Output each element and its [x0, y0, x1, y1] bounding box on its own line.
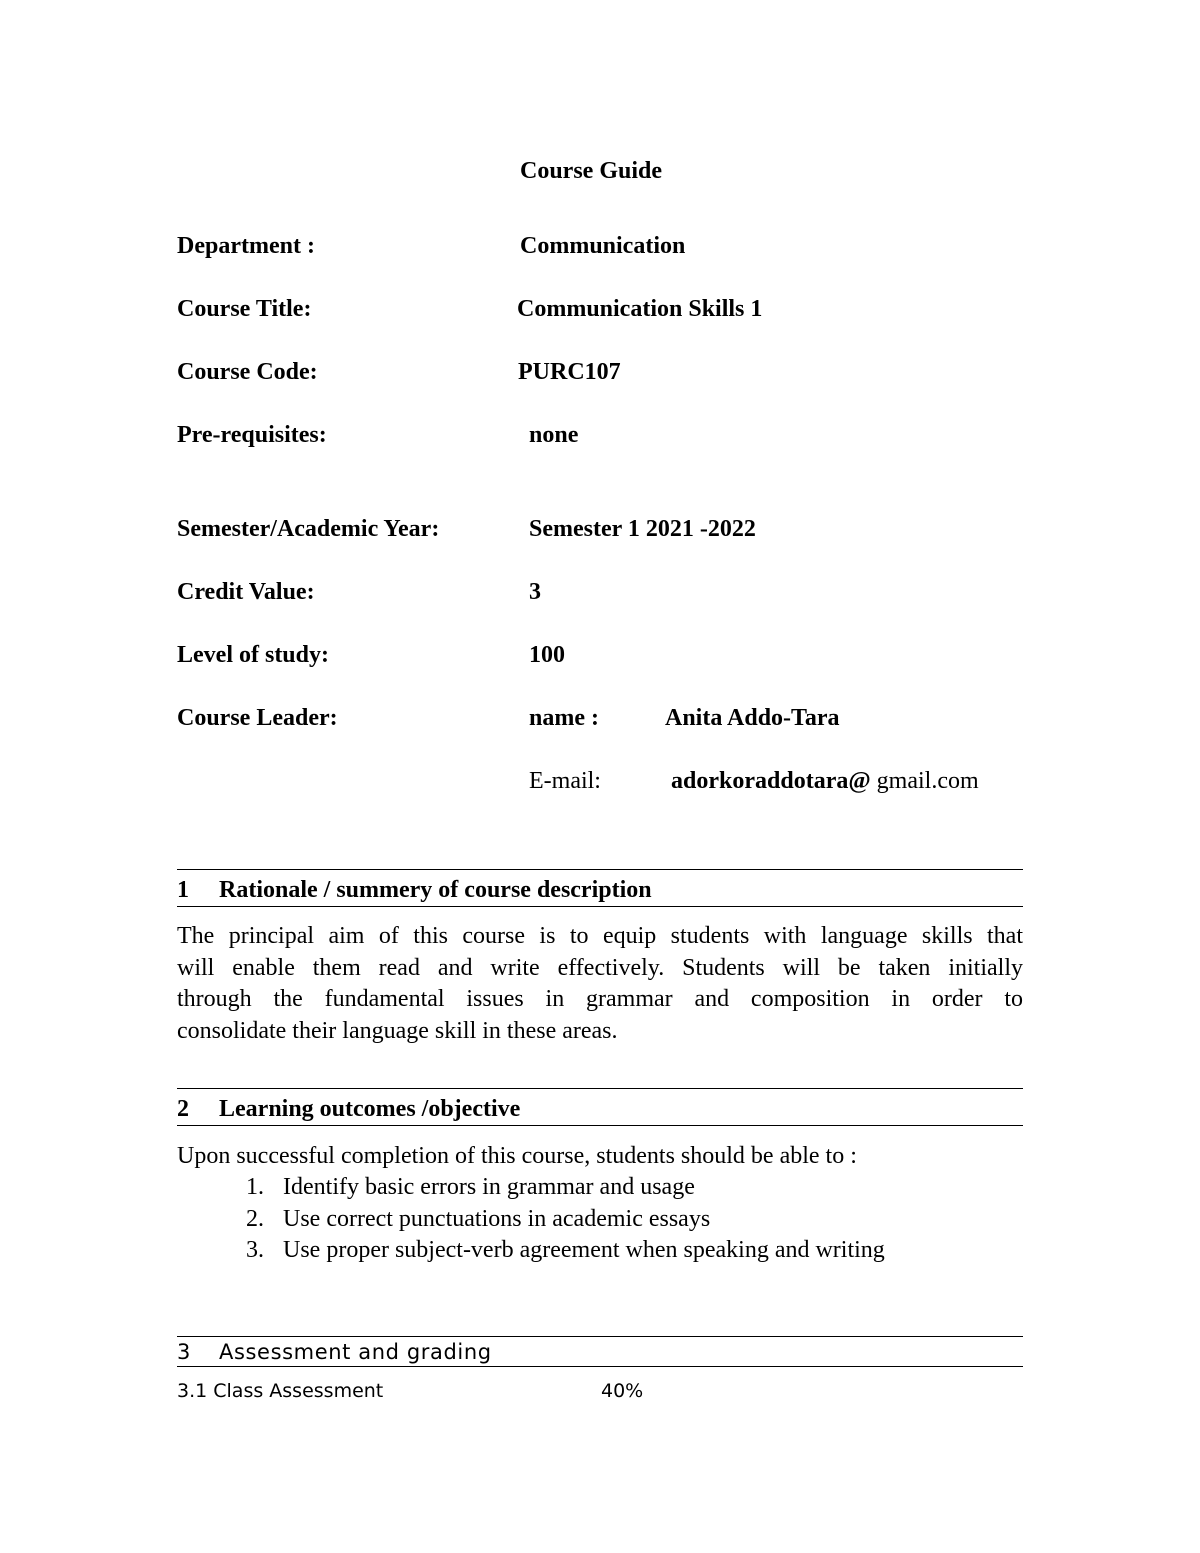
section-1-title: Rationale / summery of course description	[219, 877, 652, 903]
course-leader-name-label: name :	[529, 705, 599, 731]
outcome-number: 2.	[246, 1206, 264, 1232]
prerequisites-value: none	[529, 422, 579, 448]
outcome-number: 1.	[246, 1174, 264, 1200]
class-assessment-label: 3.1 Class Assessment	[177, 1380, 384, 1402]
level-of-study-label: Level of study:	[177, 642, 329, 668]
course-code-label: Course Code:	[177, 359, 318, 385]
course-code-value: PURC107	[518, 359, 621, 385]
outcome-item: Use proper subject-verb agreement when speaking and writing	[283, 1237, 885, 1263]
semester-value: Semester 1 2021 -2022	[529, 516, 756, 542]
section-3-top-rule	[177, 1336, 1023, 1337]
section-2-bottom-rule	[177, 1125, 1023, 1126]
level-of-study-value: 100	[529, 642, 565, 668]
section-1-body	[177, 921, 1023, 1047]
section-2-number: 2	[177, 1096, 189, 1122]
section-3-title: Assessment and grading	[219, 1340, 492, 1364]
outcome-item: Use correct punctuations in academic essays	[283, 1206, 711, 1232]
section-2-title: Learning outcomes /objective	[219, 1096, 521, 1122]
course-title-value: Communication Skills 1	[517, 296, 763, 322]
department-value: Communication	[520, 233, 686, 259]
section-1-top-rule	[177, 869, 1023, 870]
course-leader-label: Course Leader:	[177, 705, 338, 731]
section-1-number: 1	[177, 877, 189, 903]
outcome-number: 3.	[246, 1237, 264, 1263]
section-1-line: will enable them read and write effectively. Students will be taken initially	[177, 954, 1023, 981]
section-3-number: 3	[177, 1340, 191, 1364]
section-2-top-rule	[177, 1088, 1023, 1089]
section-1-bottom-rule	[177, 906, 1023, 907]
department-label: Department :	[177, 233, 315, 259]
outcome-item: Identify basic errors in grammar and usage	[283, 1174, 695, 1200]
semester-label: Semester/Academic Year:	[177, 516, 440, 542]
document-title: Course Guide	[520, 158, 663, 184]
email-user: adorkoraddotara@	[671, 768, 871, 794]
prerequisites-label: Pre-requisites:	[177, 422, 327, 448]
section-1-line: consolidate their language skill in these areas.	[177, 1017, 618, 1044]
course-leader-name: Anita Addo-Tara	[665, 705, 840, 731]
course-title-label: Course Title:	[177, 296, 312, 322]
credit-value-value: 3	[529, 579, 541, 605]
section-1-line: through the fundamental issues in grammar and composition in order to	[177, 986, 1023, 1012]
section-1-line: The principal aim of this course is to equip students with language skills that	[177, 923, 1023, 949]
section-3-bottom-rule	[177, 1366, 1023, 1367]
section-2-intro: Upon successful completion of this course, students should be able to :	[177, 1143, 857, 1169]
class-assessment-value: 40%	[601, 1380, 644, 1402]
credit-value-label: Credit Value:	[177, 579, 315, 605]
email-label: E-mail:	[529, 768, 601, 794]
email-domain: gmail.com	[870, 768, 979, 794]
email-address	[671, 767, 979, 795]
